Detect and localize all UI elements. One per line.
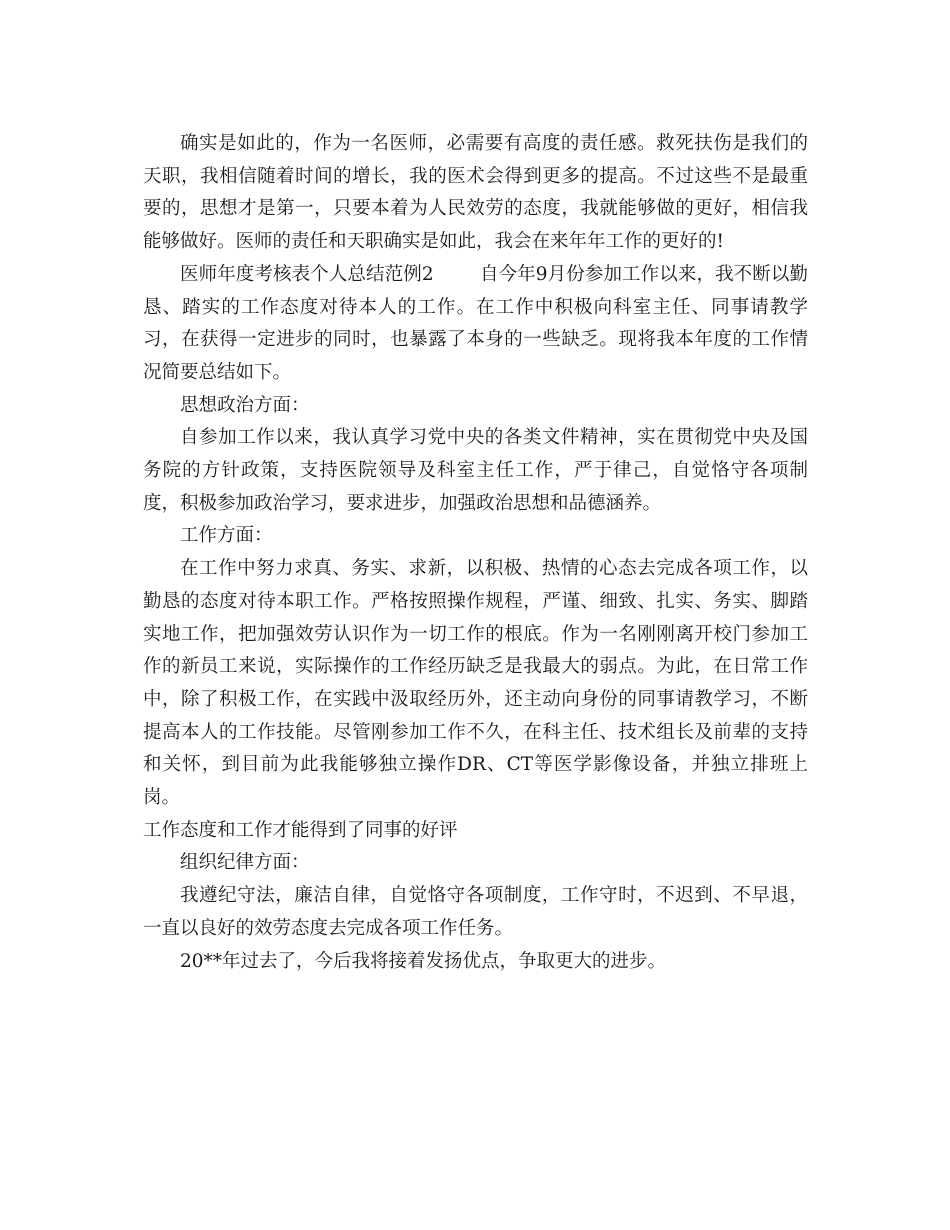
paragraph-intro	[143, 259, 808, 390]
paragraph-closing: 20**年过去了，今后我将接着发扬优点，争取更大的进步。	[180, 950, 667, 972]
paragraph-work-attitude: 工作态度和工作才能得到了同事的好评	[143, 819, 458, 841]
paragraph-work: 在工作中努力求真、务实、求新，以积极、热情的心态去完成各项工作，以勤恳的态度对待本职工作。严格按照操作规程，严谨、细致、扎实、务实、脚踏实地工作，把加强效劳认识作为一切工作的根底。作为一名刚刚离开校门参加工作的新员工来说，实际操作的工作经历缺乏是我最大的弱点。为此，在日常工作中，除了积极工作，在实践中汲取经历外，还主动向身份的同事请教学习，不断提高本人的工作技能。尽管刚参加工作不久，在科主任、技术组长及前辈的支持和关怀，到目前为此我能够独立操作DR、CT等医学影像设备，并独立排班上岗。	[143, 558, 808, 809]
document-page	[143, 128, 808, 978]
section-title: 医师年度考核表个人总结范例2	[180, 263, 434, 285]
paragraph-intro-text: 自今年9月份参加工作以来，我不断以勤恳、踏实的工作态度对待本人的工作。在工作中积极向科室主任、同事请教学习，在获得一定进步的同时，也暴露了本身的一些缺乏。现将我本年度的工作情况简要总结如下。	[143, 263, 808, 383]
heading-work: 工作方面：	[180, 525, 273, 547]
paragraph-conclusion-prev: 确实是如此的，作为一名医师，必需要有高度的责任感。救死扶伤是我们的天职，我相信随着时间的增长，我的医术会得到更多的提高。不过这些不是最重要的，思想才是第一，只要本着为人民效劳的态度，我就能够做的更好，相信我能够做好。医师的责任和天职确实是如此，我会在来年年工作的更好的!	[143, 133, 808, 253]
heading-political: 思想政治方面：	[180, 394, 310, 416]
paragraph-discipline: 我遵纪守法，廉洁自律，自觉恪守各项制度，工作守时，不迟到、不早退，一直以良好的效劳态度去完成各项工作任务。	[143, 885, 808, 939]
heading-discipline: 组织纪律方面：	[180, 852, 310, 874]
paragraph-political: 自参加工作以来，我认真学习党中央的各类文件精神，实在贯彻党中央及国务院的方针政策，支持医院领导及科室主任工作，严于律己，自觉恪守各项制度，积极参加政治学习，要求进步，加强政治思想和品德涵养。	[143, 427, 808, 514]
